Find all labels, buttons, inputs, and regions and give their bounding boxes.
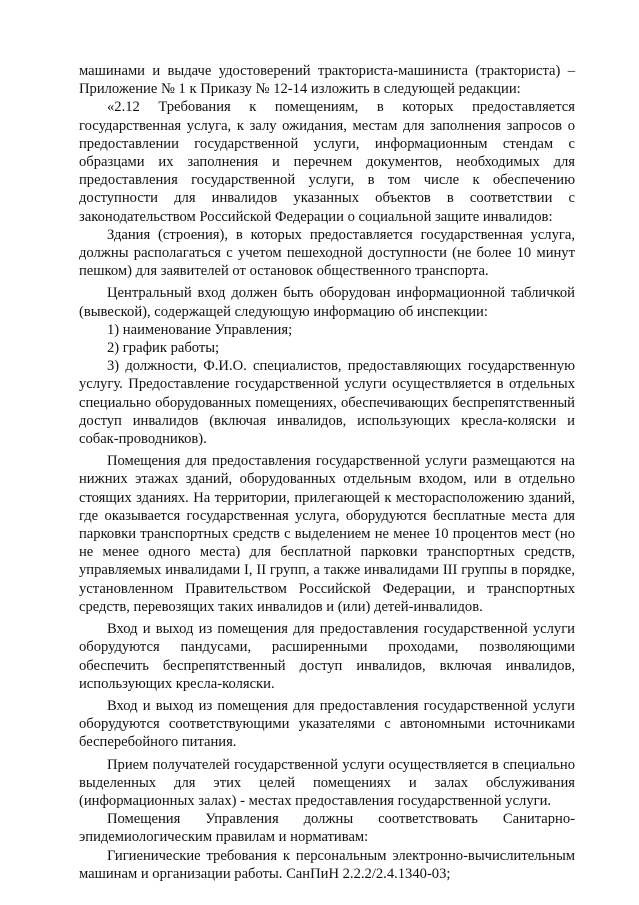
list-item-name: 1) наименование Управления;	[107, 321, 293, 338]
list-item-positions: 3) должности, Ф.И.О. специалистов, предоставляющих государственную услугу. Предоставление государственной услуги осуществляется в отдельных специально оборудованных помещениях, обеспечивающих беспрепятственный доступ инвалидов (включая инвалидов, использующих кресла-коляски и собак-проводников).	[79, 358, 575, 448]
paragraph-premises: Помещения для предоставления государственной услуги размещаются на нижних этажах зданий, оборудованных отдельным входом, или в отдельно стоящих зданиях. На территории, прилегающей к месторасположению зданий, где оказывается государственная услуга, оборудуются бесплатные места для парковки транспортных средств с выделением не менее 10 процентов мест (но не менее одного места) для бесплатной парковки транспортных средств, управляемых инвалидами I, II групп, а также инвалидами III группы в порядке, установленном Правительством Российской Федерации, и транспортных средств, перевозящих таких инвалидов и (или) детей-инвалидов.	[79, 453, 575, 615]
paragraph-hygiene: Гигиенические требования к персональным электронно-вычислительным машинам и организации работы. СанПиН 2.2.2/2.4.1340-03;	[79, 847, 575, 882]
paragraph-intro: машинами и выдаче удостоверений тракториста-машиниста (тракториста) – Приложение № 1 к Приказу № 12-14 изложить в следующей редакции:	[79, 63, 575, 98]
document-page	[79, 62, 575, 883]
paragraph-entrance: Центральный вход должен быть оборудован информационной табличкой (вывеской), содержащей следующую информацию об инспекции:	[79, 285, 575, 320]
list-item-schedule: 2) график работы;	[107, 340, 220, 357]
paragraph-signs: Вход и выход из помещения для предоставления государственной услуги оборудуются соответствующими указателями с автономными источниками бесперебойного питания.	[79, 697, 575, 751]
paragraph-ramps: Вход и выход из помещения для предоставления государственной услуги оборудуются пандусами, расширенными проходами, позволяющими обеспечить беспрепятственный доступ инвалидов, включая инвалидов, использующих кресла-коляски.	[79, 621, 575, 692]
paragraph-requirements: «2.12 Требования к помещениям, в которых предоставляется государственная услуга, к залу ожидания, местам для заполнения запросов о предоставлении государственной услуги, информационным стендам с образцами их заполнения и перечнем документов, необходимых для предоставления государственной услуги, в том числе к обеспечению доступности для инвалидов указанных объектов в соответствии с законодательством Российской Федерации о социальной защите инвалидов:	[79, 99, 575, 225]
paragraph-reception: Прием получателей государственной услуги осуществляется в специально выделенных для этих целей помещениях и залах обслуживания (информационных залах) - местах предоставления государственной услуги.	[79, 756, 575, 809]
paragraph-sanitary: Помещения Управления должны соответствовать Санитарно-эпидемиологическим правилам и нормативам:	[79, 811, 575, 846]
paragraph-buildings: Здания (строения), в которых предоставляется государственная услуга, должны располагаться с учетом пешеходной доступности (не более 10 минут пешком) для заявителей от остановок общественного транспорта.	[79, 226, 575, 280]
